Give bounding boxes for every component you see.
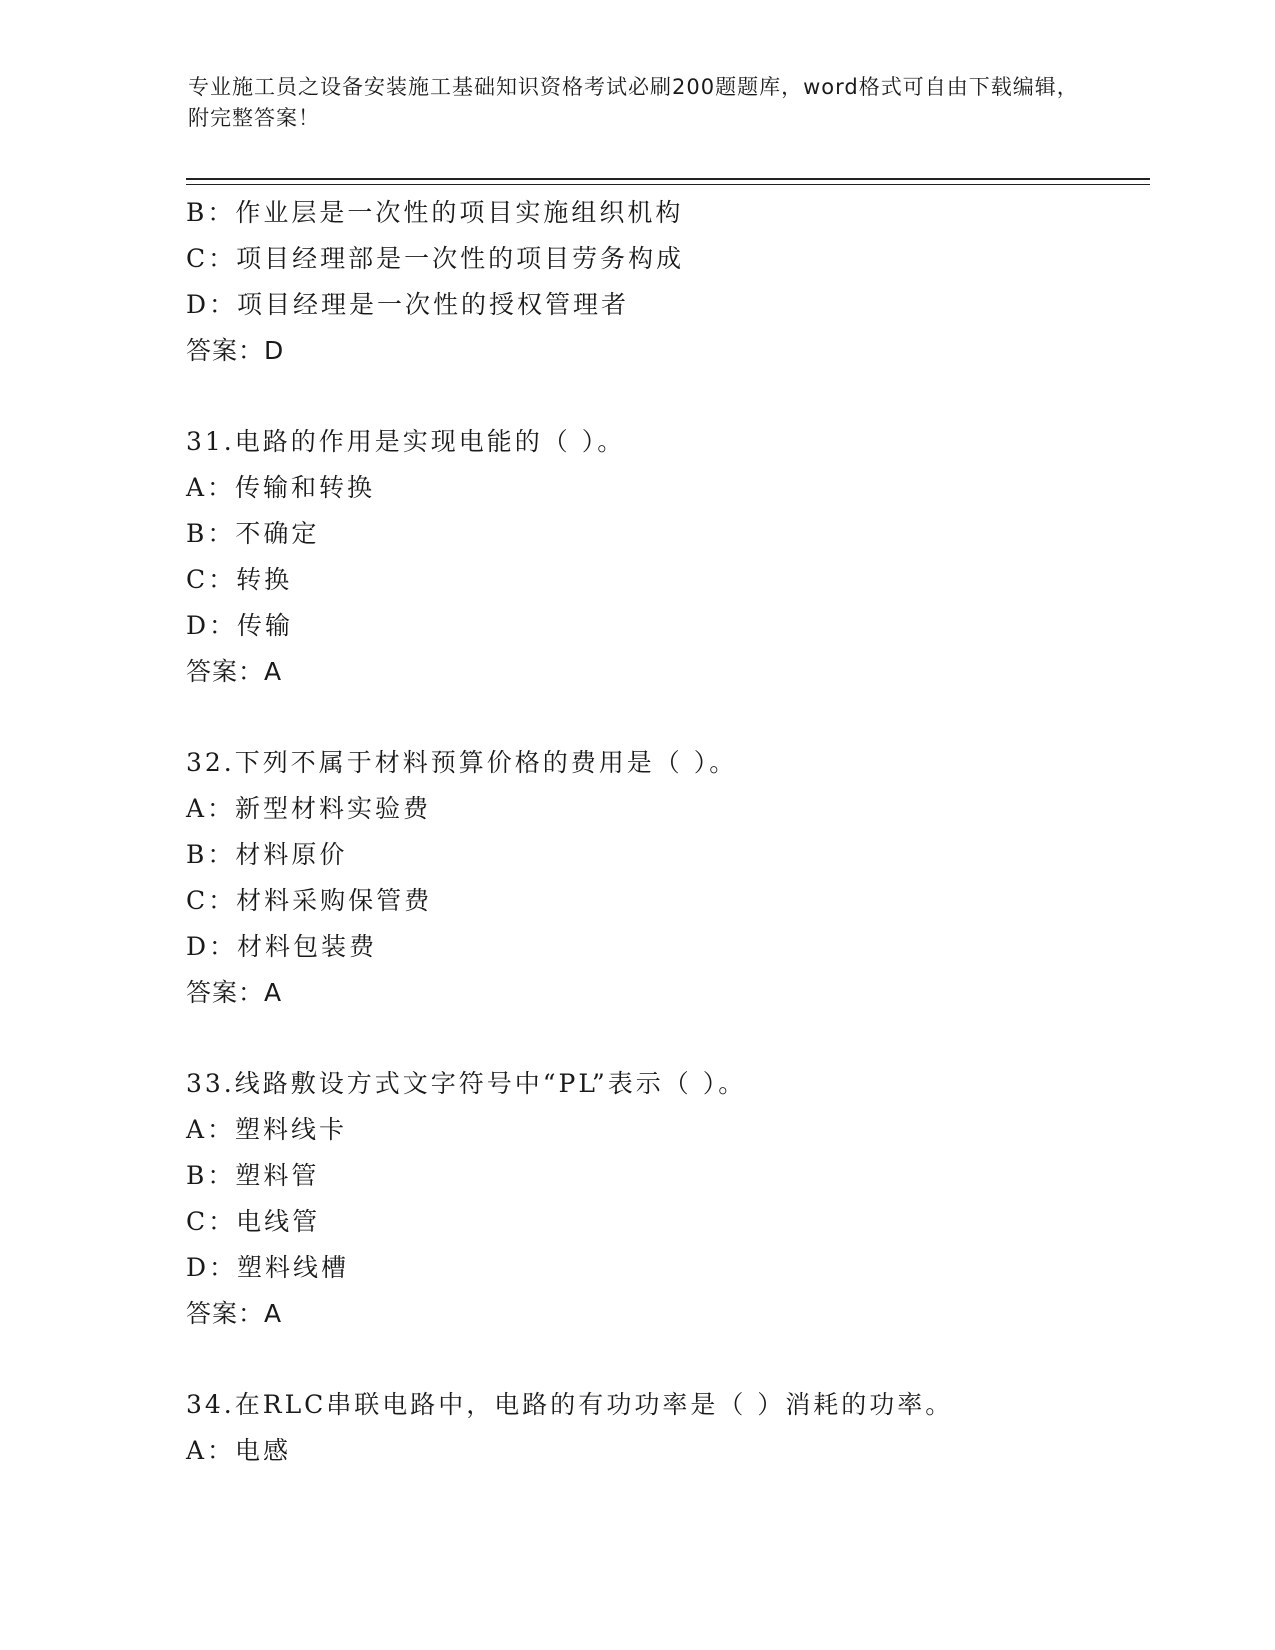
question-text: 34.在RLC串联电路中，电路的有功功率是（ ）消耗的功率。	[186, 1390, 954, 1419]
question-block	[186, 419, 1146, 695]
answer-option: D：传输	[186, 611, 294, 640]
question-text: 31.电路的作用是实现电能的（ ）。	[186, 427, 626, 456]
answer-key: 答案：A	[186, 978, 283, 1007]
header-rule-top	[186, 178, 1150, 180]
answer-option: B：不确定	[186, 519, 320, 548]
answer-key: 答案：A	[186, 1299, 283, 1328]
header-rule-bottom	[186, 184, 1150, 185]
answer-option: C：转换	[186, 565, 293, 594]
answer-option: A：新型材料实验费	[186, 794, 432, 823]
answer-option: A：电感	[186, 1436, 292, 1465]
answer-option: D：材料包装费	[186, 932, 378, 961]
answer-option: C：材料采购保管费	[186, 886, 433, 915]
answer-option: D：塑料线槽	[186, 1253, 350, 1282]
question-text: 32.下列不属于材料预算价格的费用是（ ）。	[186, 748, 738, 777]
answer-option: B：塑料管	[186, 1161, 320, 1190]
question-text: 33.线路敷设方式文字符号中“PL”表示（ ）。	[186, 1069, 747, 1098]
answer-option: D：项目经理是一次性的授权管理者	[186, 290, 630, 319]
question-block	[186, 740, 1146, 1016]
answer-option: C：电线管	[186, 1207, 321, 1236]
answer-option: B：作业层是一次性的项目实施组织机构	[186, 198, 684, 227]
question-list	[186, 190, 1146, 1474]
question-block	[186, 1061, 1146, 1337]
answer-option: C：项目经理部是一次性的项目劳务构成	[186, 244, 685, 273]
answer-option: B：材料原价	[186, 840, 348, 869]
question-block	[186, 190, 1146, 374]
answer-option: A：塑料线卡	[186, 1115, 348, 1144]
document-header: 专业施工员之设备安装施工基础知识资格考试必刷200题题库，word格式可自由下载编辑，附完整答案！	[188, 75, 1079, 130]
answer-key: 答案：D	[186, 336, 285, 365]
answer-option: A：传输和转换	[186, 473, 376, 502]
question-block	[186, 1382, 1146, 1474]
answer-key: 答案：A	[186, 657, 283, 686]
